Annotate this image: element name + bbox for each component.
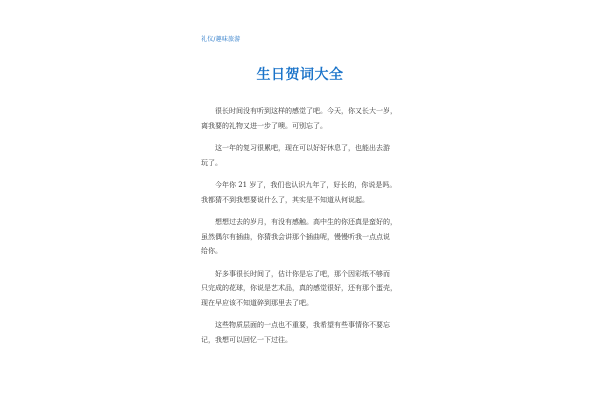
- paragraph-line: 想想过去的岁月，有没有感触。高中生的你还真是蛮好的，: [215, 218, 397, 226]
- paragraph-line: 给你。: [201, 247, 222, 255]
- paragraph-line: 离我要的礼物又进一步了噢。可别忘了。: [201, 121, 327, 130]
- paragraph-line: 这一年的复习很累吧，现在可以好好休息了，也能出去游: [215, 144, 390, 152]
- paragraph-line: 现在早应该不知道碎到那里去了吧。: [201, 298, 313, 307]
- paragraph-line: 很长时间没有听到这样的感觉了吧。今天，你又长大一岁，: [215, 107, 397, 115]
- breadcrumb[interactable]: 礼仪/趣味旅游: [201, 36, 241, 43]
- paragraph-line: 好多事很长时间了，估计你是忘了吧，那个因彩纸不够而: [215, 269, 390, 278]
- paragraph-5: [201, 267, 401, 311]
- paragraph-line: 虽然偶尔有插曲，你猜我会讲那个插曲呢，慢慢听我一点点说: [201, 232, 390, 241]
- paragraph-line: 今年你 21 岁了，我们也认识九年了，好长的，你说是吗。: [215, 181, 397, 189]
- paragraph-line: 玩了。: [201, 158, 222, 167]
- paragraph-1: [201, 104, 401, 133]
- paragraph-line: 记，我想可以回忆一下过往。: [201, 335, 292, 344]
- paragraph-2: [201, 141, 401, 170]
- paragraph-line: 这些物质层面的一点也不重要，我希望有些事情你不要忘: [215, 321, 390, 329]
- page-title: 生日贺词大全: [256, 67, 344, 83]
- paragraph-4: [201, 215, 401, 259]
- paragraph-line: 只完成的花球，你说是艺术品，真的感觉很好，还有那个蛋壳，: [201, 284, 397, 292]
- paragraph-3: [201, 178, 401, 207]
- paragraph-line: 我都猜不到我想要说什么了，其实是不知道从何说起。: [201, 195, 369, 204]
- paragraph-6: [201, 318, 401, 347]
- article-body: [201, 104, 401, 355]
